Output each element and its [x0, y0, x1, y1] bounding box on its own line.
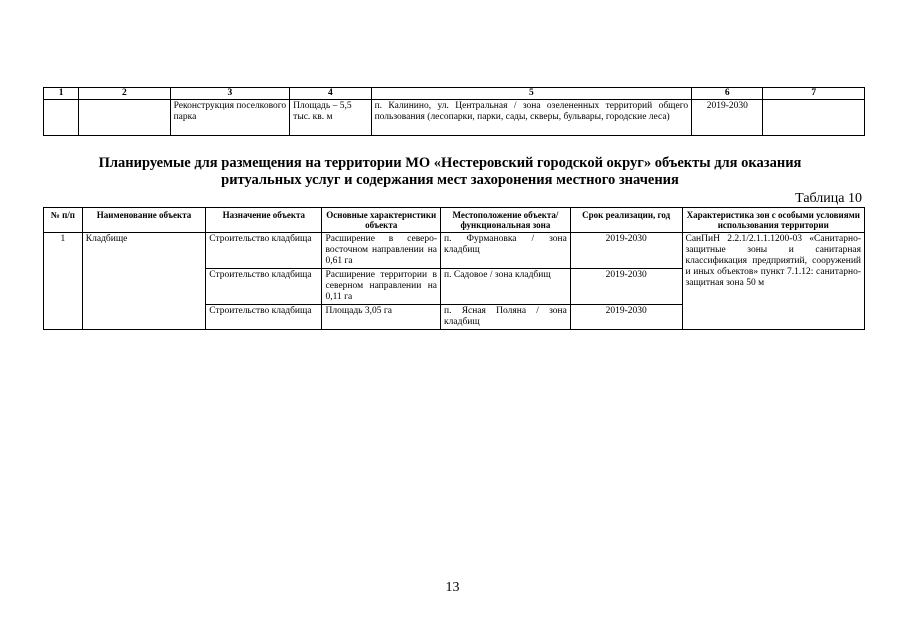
header-characteristics: Основные характеристики объекта: [322, 208, 441, 233]
page-number: 13: [445, 580, 460, 595]
ritual-services-table: [43, 207, 865, 330]
cell-purpose: Реконструкция поселкового парка: [170, 100, 290, 136]
cell-number: [44, 100, 79, 136]
header-location: Местоположение объекта/ функциональная зона: [441, 208, 571, 233]
table-label: Таблица 10: [795, 191, 862, 206]
heading-line-2: ритуальных услуг и содержания мест захоронения местного значения: [221, 172, 679, 188]
column-number: 2: [79, 88, 170, 100]
header-object-name: Наименование объекта: [82, 208, 205, 233]
column-number-row: [44, 88, 865, 100]
cell-purpose: Строительство кладбища: [206, 233, 322, 269]
column-number: 4: [290, 88, 371, 100]
header-number: № п/п: [44, 208, 83, 233]
cell-characteristics: Расширение территории в северном направлении на 0,11 га: [322, 269, 441, 305]
cell-location: п. Фурмановка / зона кладбищ: [441, 233, 571, 269]
column-number: 3: [170, 88, 290, 100]
column-number: 7: [763, 88, 865, 100]
continued-table: [43, 87, 865, 136]
cell-term: 2019-2030: [692, 100, 763, 136]
cell-characteristics: Расширение в северо-восточном направлении на 0,61 га: [322, 233, 441, 269]
column-number: 5: [371, 88, 692, 100]
cell-purpose: Строительство кладбища: [206, 305, 322, 330]
column-number: 6: [692, 88, 763, 100]
column-number: 1: [44, 88, 79, 100]
section-heading: [60, 155, 840, 189]
cell-location: п. Ясная Поляна / зона кладбищ: [441, 305, 571, 330]
cell-object-name: Кладбище: [82, 233, 205, 330]
cell-zones: [763, 100, 865, 136]
cell-zones: СанПиН 2.2.1/2.1.1.1200-03 «Санитарно-защитные зоны и санитарная классификация предприятий, сооружений и иных объектов» пункт 7.1.12: санитарно-защитная зона 50 м: [682, 233, 865, 330]
cell-location: п. Садовое / зона кладбищ: [441, 269, 571, 305]
cell-term: 2019-2030: [570, 233, 682, 269]
cell-number: 1: [44, 233, 83, 330]
cell-purpose: Строительство кладбища: [206, 269, 322, 305]
table-row: [44, 100, 865, 136]
heading-line-1: Планируемые для размещения на территории МО «Нестеровский городской округ» объекты для оказания: [98, 155, 802, 171]
cell-object-name: [79, 100, 170, 136]
cell-term: 2019-2030: [570, 305, 682, 330]
header-purpose: Назначение объекта: [206, 208, 322, 233]
cell-characteristics: Площадь 3,05 га: [322, 305, 441, 330]
table-header-row: [44, 208, 865, 233]
header-zones: Характеристика зон с особыми условиями использования территории: [682, 208, 865, 233]
cell-location: п. Калинино, ул. Центральная / зона озелененных территорий общего пользования (лесопарки, парки, сады, скверы, бульвары, городские леса): [371, 100, 692, 136]
cell-characteristics: Площадь – 5,5 тыс. кв. м: [290, 100, 371, 136]
table-row: [44, 233, 865, 269]
cell-term: 2019-2030: [570, 269, 682, 305]
header-term: Срок реализации, год: [570, 208, 682, 233]
